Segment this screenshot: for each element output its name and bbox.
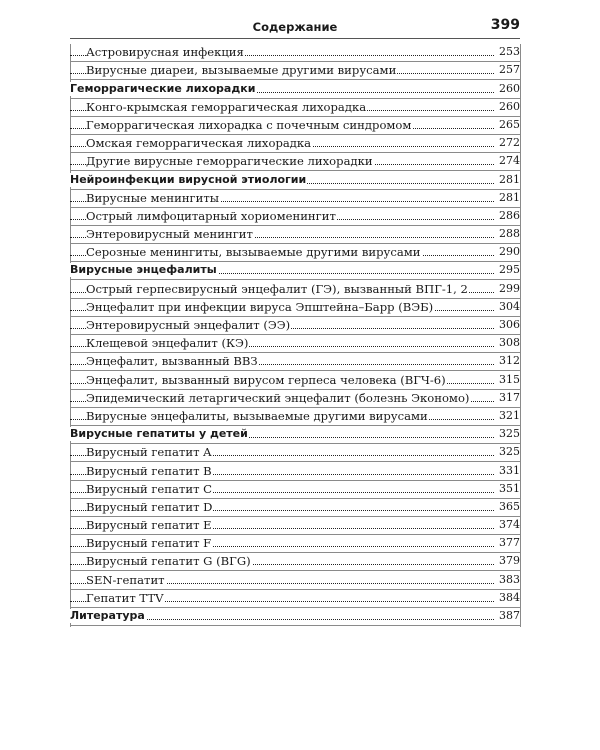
toc-entry-title: Вирусный гепатит E (86, 518, 212, 533)
toc-entry-page: 351 (499, 481, 520, 495)
toc-entry-title: SEN-гепатит (86, 572, 165, 587)
toc-entry-title: Омская геморрагическая лихорадка (86, 136, 312, 151)
toc-entry-title: Клещевой энцефалит (КЭ) (86, 336, 249, 351)
toc-entry-page: 317 (499, 390, 520, 404)
toc-entry-title: Вирусный гепатит C (86, 481, 213, 496)
toc-entry-page: 272 (499, 136, 520, 150)
toc-entry-page: 325 (499, 445, 520, 459)
toc-entry-title: Вирусные диареи, вызываемые другими вирусами (86, 63, 397, 78)
toc-entry-title: Энтеровирусный энцефалит (ЭЭ) (86, 318, 291, 332)
toc-entry-title: Энцефалит, вызванный вирусом герпеса человека (ВГЧ-6) (86, 372, 446, 387)
header-rule (70, 38, 520, 39)
toc-entry-title: Энцефалит при инфекции вируса Эпштейна–Барр (ВЭБ) (86, 299, 434, 314)
toc-entry-page: 377 (499, 536, 520, 550)
toc-entry-title: Вирусные энцефалиты, вызываемые другими вирусами (86, 408, 428, 423)
toc-entry-title: Острый герпесвирусный энцефалит (ГЭ), вызванный ВПГ-1, 2 (86, 281, 468, 296)
toc-entry-page: 295 (499, 263, 520, 277)
toc-entry-title: Гепатит TTV (86, 590, 164, 605)
table-of-contents (70, 44, 520, 626)
toc-entry (70, 62, 520, 80)
toc-entry (70, 571, 520, 589)
toc-entry-page: 286 (499, 208, 520, 222)
toc-section (70, 171, 520, 189)
toc-section-title: Вирусные энцефалиты (70, 263, 217, 277)
toc-entry-page: 315 (499, 372, 520, 386)
toc-entry-title: Энтеровирусный менингит (86, 227, 253, 242)
toc-section (70, 262, 520, 280)
toc-entry-title: Вирусный гепатит G (ВГG) (86, 554, 251, 569)
table-right-border (520, 44, 521, 627)
toc-entry-title: Вирусный гепатит A (86, 445, 212, 460)
toc-entry-page: 260 (499, 99, 520, 113)
toc-entry-title: Серозные менингиты, вызываемые другими вирусами (86, 245, 421, 260)
toc-entry (70, 371, 520, 389)
toc-entry (70, 553, 520, 571)
toc-entry-page: 253 (499, 45, 520, 59)
toc-entry-page: 379 (499, 554, 520, 568)
toc-section (70, 80, 520, 98)
toc-entry-page: 304 (499, 299, 520, 313)
toc-entry (70, 117, 520, 135)
toc-entry (70, 317, 520, 335)
toc-entry-page: 288 (499, 227, 520, 241)
toc-entry-page: 374 (499, 518, 520, 532)
toc-entry-page: 260 (499, 81, 520, 95)
toc-entry-title: Вирусный гепатит F (86, 536, 212, 551)
toc-entry (70, 280, 520, 298)
toc-entry-page: 274 (499, 154, 520, 168)
toc-entry-title: Конго-крымская геморрагическая лихорадка (86, 99, 367, 114)
toc-entry-title: Другие вирусные геморрагические лихорадки (86, 154, 373, 169)
toc-entry (70, 517, 520, 535)
toc-entry (70, 481, 520, 499)
toc-entry (70, 390, 520, 408)
toc-entry (70, 408, 520, 426)
toc-entry (70, 499, 520, 517)
toc-entry-title: Вирусные менингиты (86, 190, 219, 205)
toc-entry-page: 308 (499, 336, 520, 350)
toc-entry (70, 353, 520, 371)
toc-entry-title: Вирусный гепатит D (86, 499, 213, 514)
toc-entry-page: 290 (499, 245, 520, 259)
toc-entry (70, 135, 520, 153)
toc-entry (70, 226, 520, 244)
toc-entry (70, 590, 520, 608)
toc-entry-page: 383 (499, 572, 520, 586)
toc-entry-page: 281 (499, 190, 520, 204)
toc-entry-page: 384 (499, 590, 520, 604)
toc-section-title: Нейроинфекции вирусной этиологии (70, 172, 307, 186)
toc-section-title: Литература (70, 609, 145, 622)
toc-entry-page: 299 (499, 281, 520, 295)
toc-section-title: Вирусные гепатиты у детей (70, 427, 248, 441)
toc-entry-page: 331 (499, 463, 520, 477)
toc-entry-page: 265 (499, 117, 520, 131)
toc-entry (70, 335, 520, 353)
running-header (70, 14, 520, 36)
toc-entry-page: 365 (499, 499, 520, 513)
toc-entry (70, 535, 520, 553)
toc-entry-page: 312 (499, 354, 520, 368)
toc-entry-title: Астровирусная инфекция (86, 45, 244, 60)
toc-entry-page: 257 (499, 63, 520, 77)
toc-entry (70, 462, 520, 480)
toc-entry-title: Энцефалит, вызванный ВВЗ (86, 354, 258, 369)
toc-entry (70, 244, 520, 262)
running-title: Содержание (252, 20, 338, 34)
toc-entry (70, 299, 520, 317)
toc-entry (70, 44, 520, 62)
toc-entry-page: 387 (499, 609, 520, 622)
toc-section (70, 426, 520, 444)
toc-entry-title: Острый лимфоцитарный хориоменингит (86, 208, 336, 223)
toc-entry (70, 99, 520, 117)
toc-section-title: Геморрагические лихорадки (70, 81, 256, 95)
toc-entry (70, 444, 520, 462)
toc-entry (70, 208, 520, 226)
page-number: 399 (490, 17, 520, 33)
toc-entry-page: 321 (499, 408, 520, 422)
toc-section (70, 608, 520, 626)
toc-entry-page: 281 (499, 172, 520, 186)
toc-entry-page: 325 (499, 427, 520, 441)
toc-entry (70, 153, 520, 171)
toc-entry-title: Геморрагическая лихорадка с почечным синдромом (86, 117, 412, 132)
toc-entry-title: Эпидемический летаргический энцефалит (болезнь Экономо) (86, 390, 470, 405)
toc-entry-page: 306 (499, 318, 520, 331)
toc-entry-title: Вирусный гепатит B (86, 463, 212, 478)
toc-entry (70, 190, 520, 208)
